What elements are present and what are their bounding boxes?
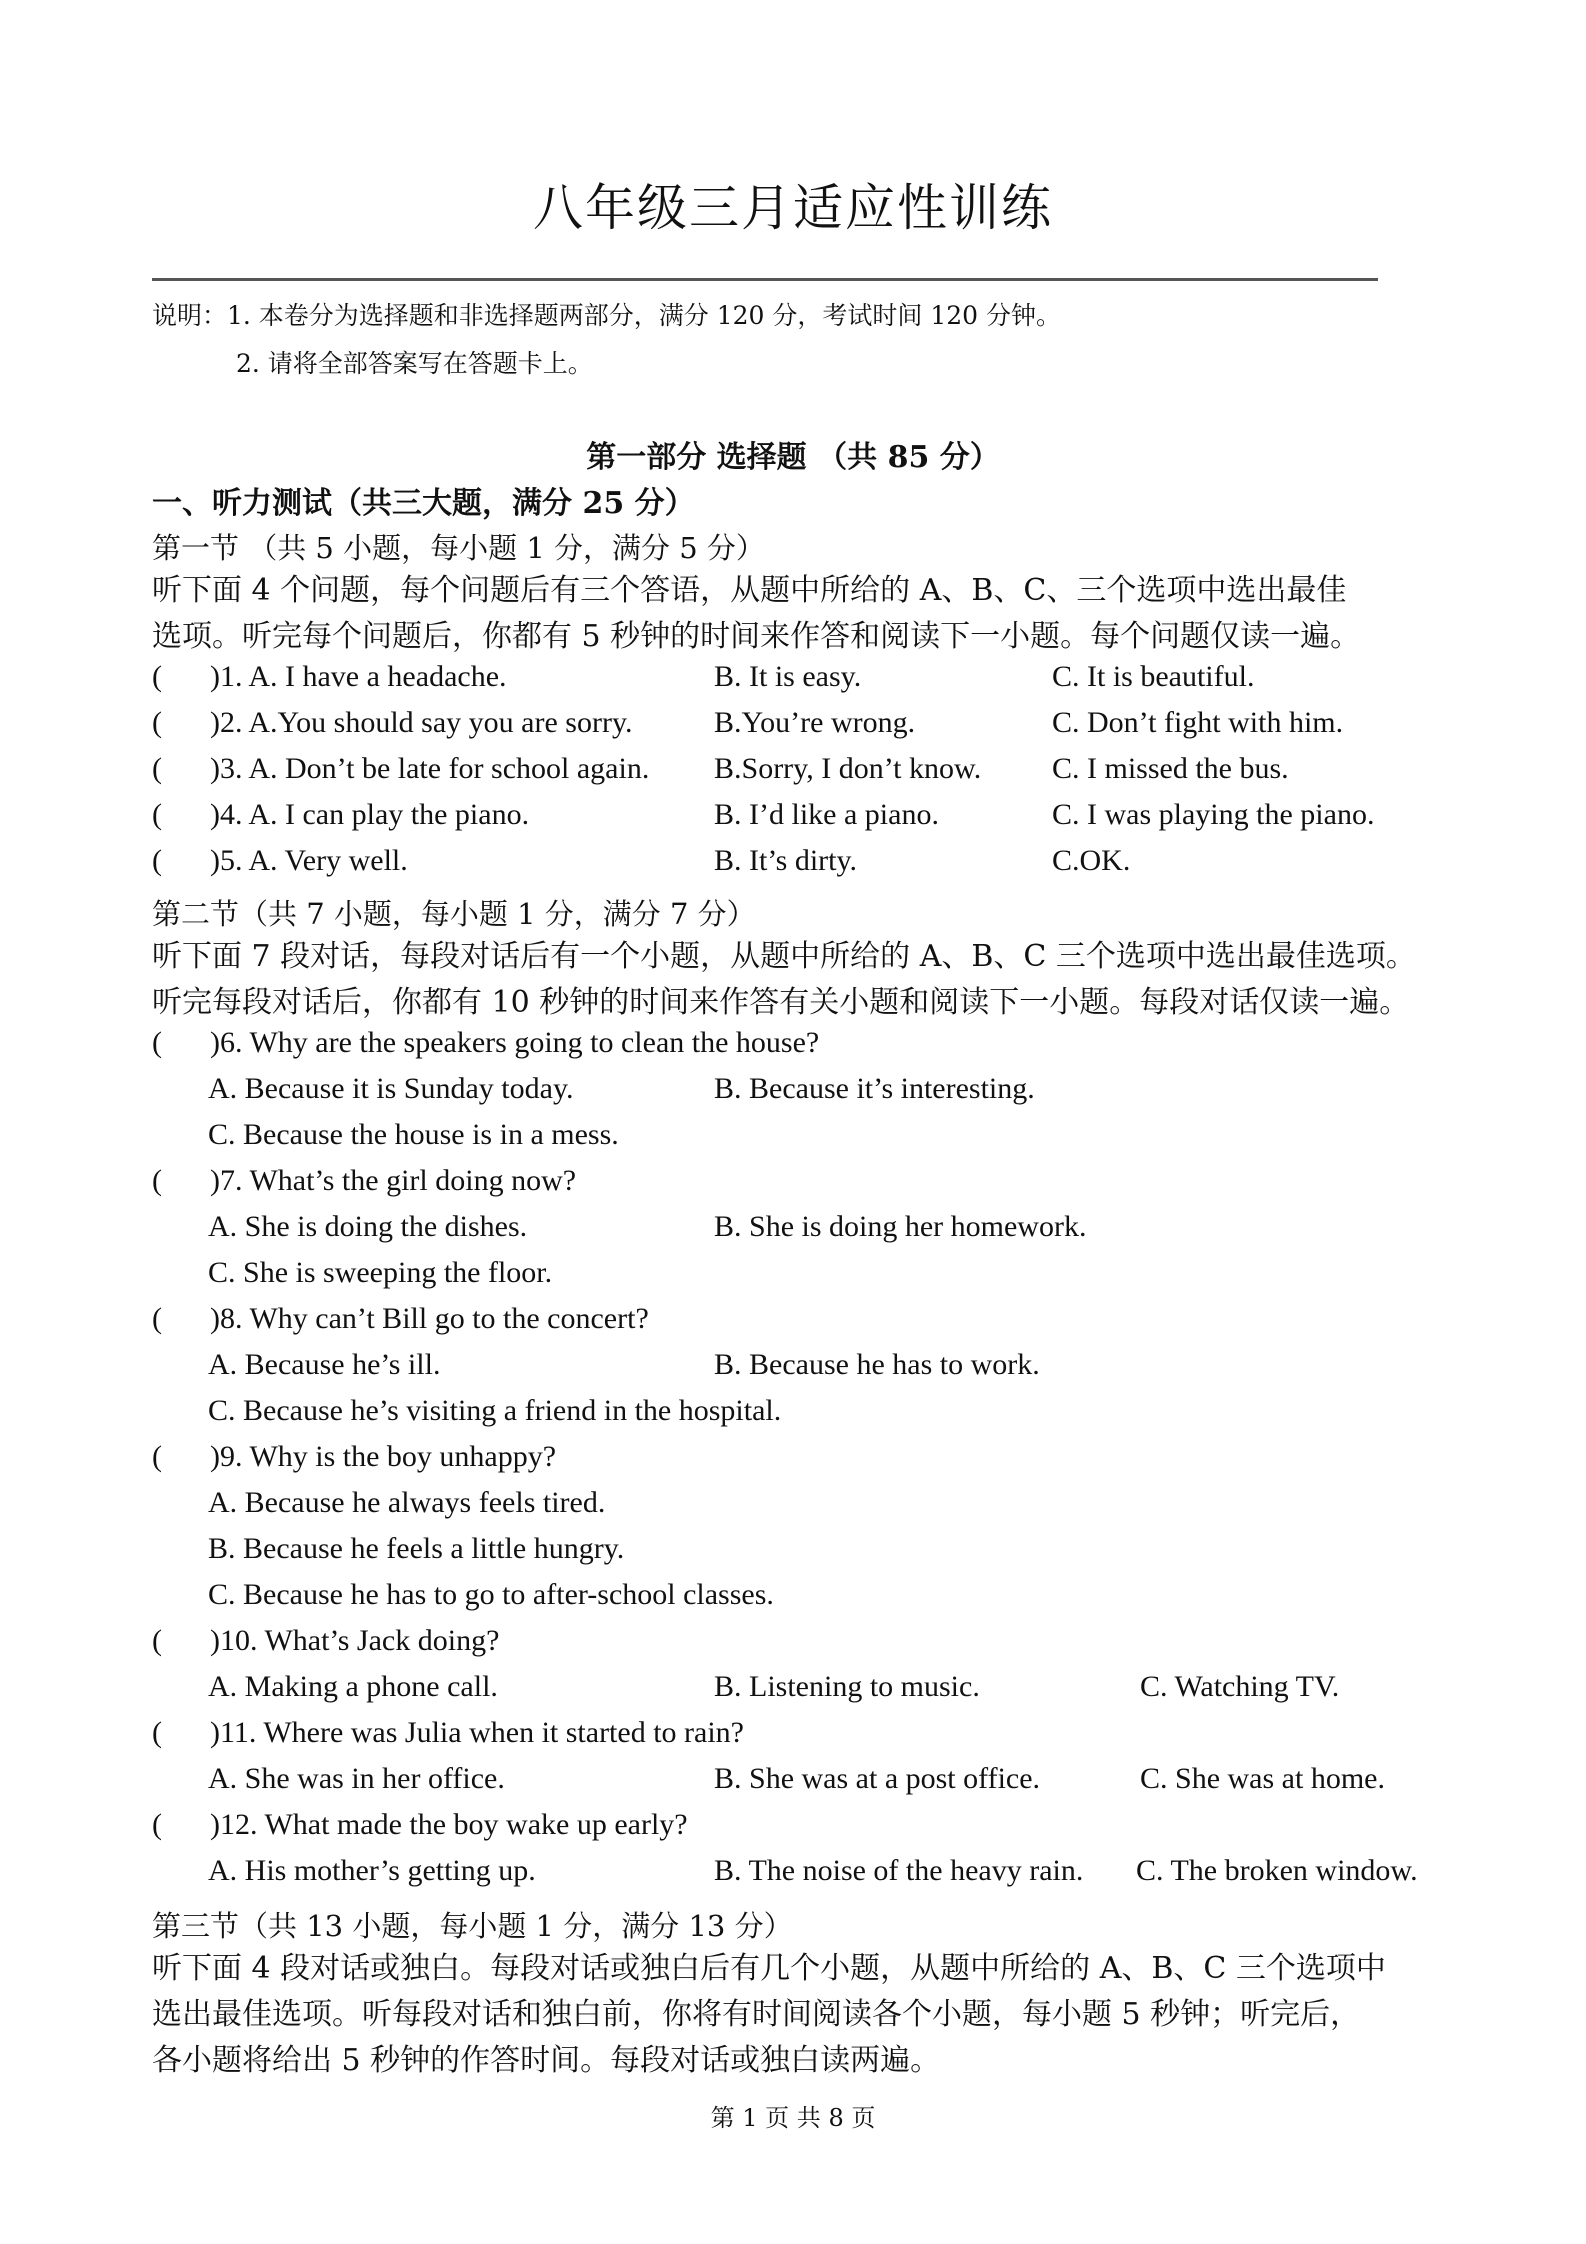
question-text: )6. Why are the speakers going to clean the house?	[210, 1026, 820, 1059]
option-a: A. Because he always feels tired.	[208, 1486, 606, 1519]
question-10-options	[0, 1670, 1586, 1716]
instruction-line: 听下面 4 个问题，每个问题后有三个答语，从题中所给的 A、B、C、三个选项中选出最佳	[152, 573, 1347, 608]
answer-blank: (	[152, 1440, 162, 1473]
note-line-2: 2. 请将全部答案写在答题卡上。	[236, 349, 593, 378]
instruction-line: 选出最佳选项。听每段对话和独白前，你将有时间阅读各个小题，每小题 5 秒钟；听完后，	[152, 1997, 1361, 2032]
part-one-heading: 第一部分 选择题 （共 85 分）	[586, 440, 1000, 475]
question-option-a: )5. A. Very well.	[210, 844, 408, 877]
option-a: A. Making a phone call.	[208, 1670, 498, 1703]
question-text: )7. What’s the girl doing now?	[210, 1164, 577, 1197]
answer-blank: (	[152, 660, 162, 693]
question-option-b: B. It is easy.	[714, 660, 862, 693]
question-option-b: B.You’re wrong.	[714, 706, 916, 739]
question-option-a: )1. A. I have a headache.	[210, 660, 507, 693]
option-b: B. Listening to music.	[714, 1670, 980, 1703]
option-c: C. Because he has to go to after-school classes.	[208, 1578, 774, 1611]
question-11-stem	[0, 1716, 1586, 1762]
section-2-instructions	[152, 934, 1442, 1026]
question-7-option-c	[0, 1256, 1586, 1302]
option-c: C. Watching TV.	[1140, 1670, 1340, 1703]
question-9-option-b	[0, 1532, 1586, 1578]
option-c: C. She was at home.	[1140, 1762, 1385, 1795]
option-b: B. She was at a post office.	[714, 1762, 1041, 1795]
listening-heading: 一、听力测试（共三大题，满分 25 分）	[152, 486, 695, 521]
option-c: C. Because the house is in a mess.	[208, 1118, 619, 1151]
instruction-line: 选项。听完每个问题后，你都有 5 秒钟的时间来作答和阅读下一小题。每个问题仅读一遍。	[152, 619, 1361, 654]
question-9-stem	[0, 1440, 1586, 1486]
question-row-1	[0, 660, 1586, 706]
question-option-b: B. It’s dirty.	[714, 844, 858, 877]
question-option-a: )3. A. Don’t be late for school again.	[210, 752, 650, 785]
question-11-options	[0, 1762, 1586, 1808]
question-text: )12. What made the boy wake up early?	[210, 1808, 688, 1841]
option-b: B. Because he has to work.	[714, 1348, 1040, 1381]
question-12-options	[0, 1854, 1586, 1900]
question-option-c: C. It is beautiful.	[1052, 660, 1255, 693]
option-c: C. Because he’s visiting a friend in the hospital.	[208, 1394, 782, 1427]
option-b: B. She is doing her homework.	[714, 1210, 1087, 1243]
question-10-stem	[0, 1624, 1586, 1670]
instruction-line: 听下面 4 段对话或独白。每段对话或独白后有几个小题，从题中所给的 A、B、C 三个选项中	[152, 1951, 1386, 1986]
question-6-options-ab	[0, 1072, 1586, 1118]
question-row-4	[0, 798, 1586, 844]
answer-blank: (	[152, 1026, 162, 1059]
question-9-option-a	[0, 1486, 1586, 1532]
question-text: )10. What’s Jack doing?	[210, 1624, 500, 1657]
question-12-stem	[0, 1808, 1586, 1854]
question-8-stem	[0, 1302, 1586, 1348]
question-8-option-c	[0, 1394, 1586, 1440]
question-6-option-c	[0, 1118, 1586, 1164]
question-8-options-ab	[0, 1348, 1586, 1394]
question-option-b: B.Sorry, I don’t know.	[714, 752, 982, 785]
instruction-line: 听完每段对话后，你都有 10 秒钟的时间来作答有关小题和阅读下一小题。每段对话仅读一遍。	[152, 985, 1410, 1020]
answer-blank: (	[152, 706, 162, 739]
section-3-heading: 第三节（共 13 小题，每小题 1 分，满分 13 分）	[152, 1909, 793, 1943]
question-9-option-c	[0, 1578, 1586, 1624]
question-option-c: C.OK.	[1052, 844, 1131, 877]
answer-blank: (	[152, 752, 162, 785]
title-divider	[152, 278, 1378, 281]
question-option-c: C. I was playing the piano.	[1052, 798, 1375, 831]
question-7-options-ab	[0, 1210, 1586, 1256]
answer-blank: (	[152, 1808, 162, 1841]
question-7-stem	[0, 1164, 1586, 1210]
section-2-heading: 第二节（共 7 小题，每小题 1 分，满分 7 分）	[152, 897, 756, 931]
option-a: A. Because he’s ill.	[208, 1348, 441, 1381]
section-1-heading: 第一节 （共 5 小题，每小题 1 分，满分 5 分）	[152, 531, 765, 565]
answer-blank: (	[152, 844, 162, 877]
instruction-line: 各小题将给出 5 秒钟的作答时间。每段对话或独白读两遍。	[152, 2043, 941, 2078]
question-option-c: C. I missed the bus.	[1052, 752, 1289, 785]
option-a: A. Because it is Sunday today.	[208, 1072, 574, 1105]
option-a: A. She was in her office.	[208, 1762, 505, 1795]
answer-blank: (	[152, 1716, 162, 1749]
question-6-stem	[0, 1026, 1586, 1072]
page-number: 第 1 页 共 8 页	[710, 2104, 876, 2132]
option-a: A. She is doing the dishes.	[208, 1210, 528, 1243]
question-option-c: C. Don’t fight with him.	[1052, 706, 1344, 739]
note-line-1: 说明：1. 本卷分为选择题和非选择题两部分，满分 120 分，考试时间 120 分钟。	[152, 301, 1062, 330]
question-row-2	[0, 706, 1586, 752]
option-b: B. Because it’s interesting.	[714, 1072, 1035, 1105]
question-text: )11. Where was Julia when it started to rain?	[210, 1716, 744, 1749]
question-option-a: )2. A.You should say you are sorry.	[210, 706, 633, 739]
page-title: 八年级三月适应性训练	[533, 179, 1053, 237]
option-b: B. The noise of the heavy rain.	[714, 1854, 1084, 1887]
section-3-instructions	[152, 1946, 1442, 2084]
question-row-3	[0, 752, 1586, 798]
question-option-b: B. I’d like a piano.	[714, 798, 939, 831]
question-text: )8. Why can’t Bill go to the concert?	[210, 1302, 649, 1335]
question-option-a: )4. A. I can play the piano.	[210, 798, 530, 831]
question-text: )9. Why is the boy unhappy?	[210, 1440, 557, 1473]
answer-blank: (	[152, 798, 162, 831]
option-a: A. His mother’s getting up.	[208, 1854, 536, 1887]
instruction-line: 听下面 7 段对话，每段对话后有一个小题，从题中所给的 A、B、C 三个选项中选出最佳选项。	[152, 939, 1416, 974]
option-b: B. Because he feels a little hungry.	[208, 1532, 625, 1565]
answer-blank: (	[152, 1624, 162, 1657]
option-c: C. She is sweeping the floor.	[208, 1256, 553, 1289]
answer-blank: (	[152, 1302, 162, 1335]
section-1-instructions	[152, 568, 1442, 660]
question-row-5	[0, 844, 1586, 890]
option-c: C. The broken window.	[1136, 1854, 1418, 1887]
answer-blank: (	[152, 1164, 162, 1197]
